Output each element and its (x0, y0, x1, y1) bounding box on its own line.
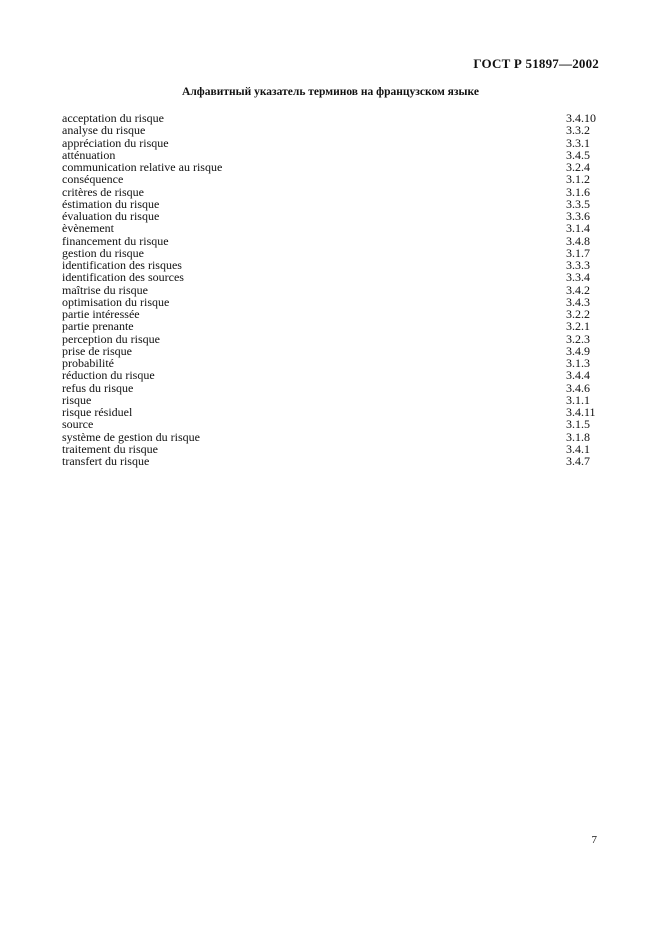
index-term: prise de risque (62, 343, 132, 358)
index-term: gestion du risque (62, 245, 144, 260)
index-entry (62, 124, 598, 136)
index-reference: 3.4.7 (566, 454, 590, 468)
index-term: risque résiduel (62, 405, 133, 419)
index-reference: 3.1.2 (566, 172, 590, 187)
index-term: maîtrise du risque (62, 282, 148, 297)
index-reference: 3.1.3 (566, 356, 590, 370)
term-index-list (62, 112, 598, 467)
index-entry (62, 345, 598, 357)
index-reference: 3.1.6 (566, 184, 590, 199)
index-term: éstimation du risque (62, 196, 160, 211)
index-reference: 3.4.9 (566, 343, 590, 358)
index-term: conséquence (62, 172, 124, 187)
index-term: communication relative au risque (62, 160, 223, 174)
index-term: appréciation du risque (62, 135, 169, 150)
index-reference: 3.3.5 (566, 196, 590, 211)
index-reference: 3.4.2 (566, 282, 590, 297)
index-title: Алфавитный указатель терминов на французском языке (182, 86, 479, 98)
index-entry (62, 333, 598, 345)
index-term: perception du risque (62, 331, 160, 346)
index-entry (62, 431, 598, 443)
index-reference: 3.2.4 (566, 160, 590, 174)
index-entry (62, 210, 598, 222)
index-entry (62, 308, 598, 320)
index-entry (62, 161, 598, 173)
page-number: 7 (591, 834, 597, 846)
index-entry (62, 455, 598, 467)
index-term: analyse du risque (62, 123, 146, 138)
index-term: évaluation du risque (62, 209, 160, 223)
index-entry (62, 186, 598, 198)
index-term: critères de risque (62, 184, 144, 199)
index-reference: 3.1.7 (566, 245, 590, 260)
index-reference: 3.4.5 (566, 147, 590, 162)
index-entry (62, 271, 598, 283)
index-entry (62, 137, 598, 149)
index-entry (62, 406, 598, 418)
index-term: financement du risque (62, 233, 169, 248)
index-reference: 3.4.4 (566, 368, 590, 383)
index-entry (62, 418, 598, 430)
index-term: transfert du risque (62, 454, 150, 468)
index-term: atténuation (62, 147, 116, 162)
index-entry (62, 382, 598, 394)
index-term: optimisation du risque (62, 294, 170, 309)
index-entry (62, 369, 598, 381)
index-reference: 3.2.3 (566, 331, 590, 346)
index-entry (62, 222, 598, 234)
index-term: système de gestion du risque (62, 429, 200, 444)
index-term: partie intéressée (62, 307, 140, 321)
index-term: réduction du risque (62, 368, 155, 383)
index-reference: 3.4.3 (566, 294, 590, 309)
index-term: risque (62, 392, 92, 407)
index-reference: 3.3.3 (566, 258, 590, 272)
index-reference: 3.4.6 (566, 380, 590, 395)
index-reference: 3.3.1 (566, 135, 590, 150)
index-entry (62, 284, 598, 296)
index-reference: 3.3.4 (566, 270, 590, 285)
index-reference: 3.1.1 (566, 392, 590, 407)
index-reference: 3.2.2 (566, 307, 590, 321)
index-reference: 3.4.10 (566, 111, 596, 125)
index-reference: 3.4.11 (566, 405, 596, 419)
index-reference: 3.3.6 (566, 209, 590, 223)
index-entry (62, 235, 598, 247)
standard-code: ГОСТ Р 51897—2002 (473, 56, 599, 71)
index-term: acceptation du risque (62, 111, 164, 125)
index-reference: 3.1.5 (566, 417, 590, 432)
index-entry (62, 296, 598, 308)
index-term: traitement du risque (62, 441, 158, 456)
index-entry (62, 394, 598, 406)
index-term: refus du risque (62, 380, 134, 395)
index-reference: 3.4.8 (566, 233, 590, 248)
index-reference: 3.3.2 (566, 123, 590, 138)
index-term: èvènement (62, 221, 114, 236)
index-term: probabilité (62, 356, 114, 370)
index-reference: 3.4.1 (566, 441, 590, 456)
index-term: partie prenante (62, 319, 134, 334)
index-term: identification des sources (62, 270, 184, 285)
index-reference: 3.2.1 (566, 319, 590, 334)
index-entry (62, 320, 598, 332)
index-term: source (62, 417, 94, 432)
index-term: identification des risques (62, 258, 182, 272)
index-reference: 3.1.4 (566, 221, 590, 236)
index-reference: 3.1.8 (566, 429, 590, 444)
index-entry (62, 173, 598, 185)
